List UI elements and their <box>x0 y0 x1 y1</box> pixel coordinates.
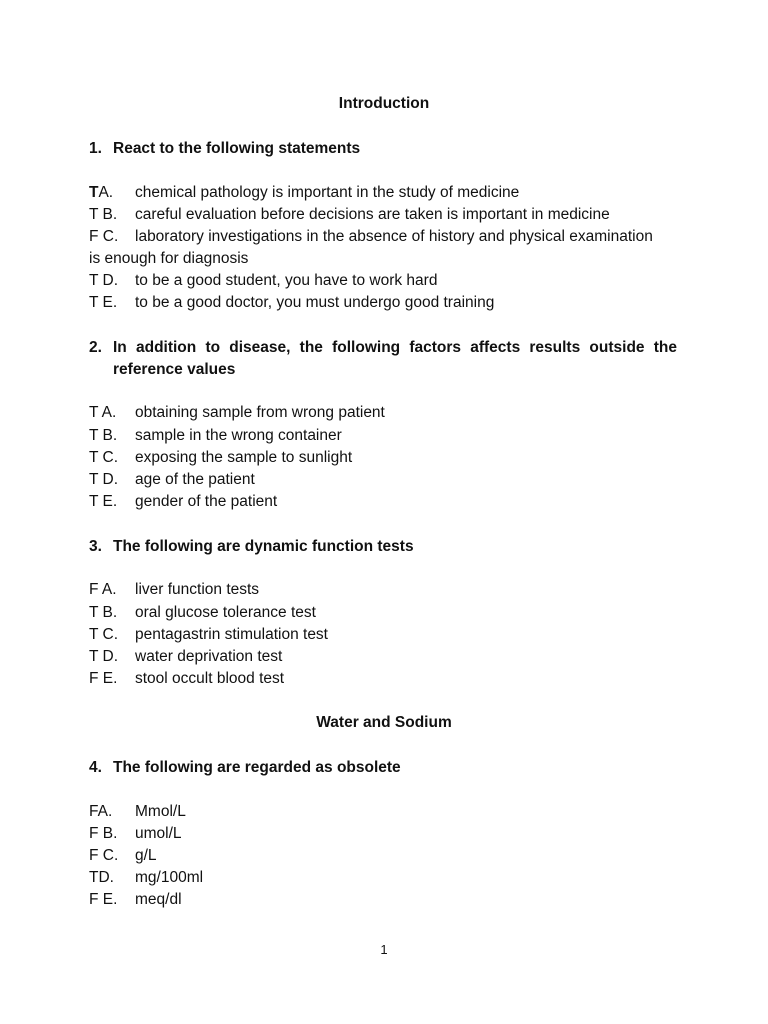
q3-item-c: pentagastrin stimulation test <box>135 626 328 643</box>
question-1-number: 1. <box>89 140 102 157</box>
q1-item-c-continuation: is enough for diagnosis <box>89 250 249 267</box>
section-heading-introduction: Introduction <box>338 95 430 112</box>
q2-item-c: exposing the sample to sunlight <box>135 449 353 466</box>
q2-answer-c: T C. <box>89 449 118 466</box>
q4-answer-c: F C. <box>89 847 119 864</box>
section-heading-water-sodium: Water and Sodium <box>316 714 452 731</box>
question-4-text: The following are regarded as obsolete <box>113 759 401 776</box>
q1-answer-a-option: A. <box>98 184 114 201</box>
q2-answer-a: T A. <box>89 404 117 421</box>
question-3-number: 3. <box>89 538 102 555</box>
q2-answer-d: T D. <box>89 471 118 488</box>
question-2-text-line1: In addition to disease, the following factors affects results outside the <box>113 339 677 356</box>
q3-answer-c: T C. <box>89 626 118 643</box>
q4-item-c: g/L <box>135 847 157 864</box>
q3-answer-b: T B. <box>89 604 118 621</box>
q1-item-c: laboratory investigations in the absence of history and physical examination <box>135 228 653 245</box>
q3-answer-a: F A. <box>89 581 117 598</box>
q2-answer-b: T B. <box>89 427 118 444</box>
question-2-text-line2: reference values <box>113 361 236 378</box>
q2-item-e: gender of the patient <box>135 493 278 510</box>
q1-item-b: careful evaluation before decisions are taken is important in medicine <box>135 206 610 223</box>
q3-item-d: water deprivation test <box>135 648 283 665</box>
q4-item-a: Mmol/L <box>135 803 186 820</box>
q4-answer-b: F B. <box>89 825 118 842</box>
q1-item-d: to be a good student, you have to work hard <box>135 272 438 289</box>
q2-item-b: sample in the wrong container <box>135 427 342 444</box>
q1-item-e: to be a good doctor, you must undergo good training <box>135 294 495 311</box>
q3-item-b: oral glucose tolerance test <box>135 604 316 621</box>
q1-answer-e: T E. <box>89 294 118 311</box>
q3-item-e: stool occult blood test <box>135 670 285 687</box>
q1-answer-d: T D. <box>89 272 118 289</box>
q4-answer-e: F E. <box>89 891 118 908</box>
q4-answer-a: FA. <box>89 803 113 820</box>
question-4-number: 4. <box>89 759 102 776</box>
question-1-text: React to the following statements <box>113 140 361 157</box>
question-2-number: 2. <box>89 339 102 356</box>
question-3-text: The following are dynamic function tests <box>113 538 414 555</box>
q2-answer-e: T E. <box>89 493 118 510</box>
q1-item-a: chemical pathology is important in the study of medicine <box>135 184 520 201</box>
page-number: 1 <box>380 942 388 957</box>
q4-item-e: meq/dl <box>135 891 182 908</box>
q1-answer-c: F C. <box>89 228 119 245</box>
q4-answer-d: TD. <box>89 869 114 886</box>
q1-answer-a <box>89 183 113 203</box>
q2-item-d: age of the patient <box>135 471 255 488</box>
q3-answer-e: F E. <box>89 670 118 687</box>
q4-item-b: umol/L <box>135 825 182 842</box>
q4-item-d: mg/100ml <box>135 869 204 886</box>
q1-answer-a-letter: T <box>89 184 99 201</box>
q3-answer-d: T D. <box>89 648 118 665</box>
q1-answer-b: T B. <box>89 206 118 223</box>
q2-item-a: obtaining sample from wrong patient <box>135 404 385 421</box>
q3-item-a: liver function tests <box>135 581 260 598</box>
